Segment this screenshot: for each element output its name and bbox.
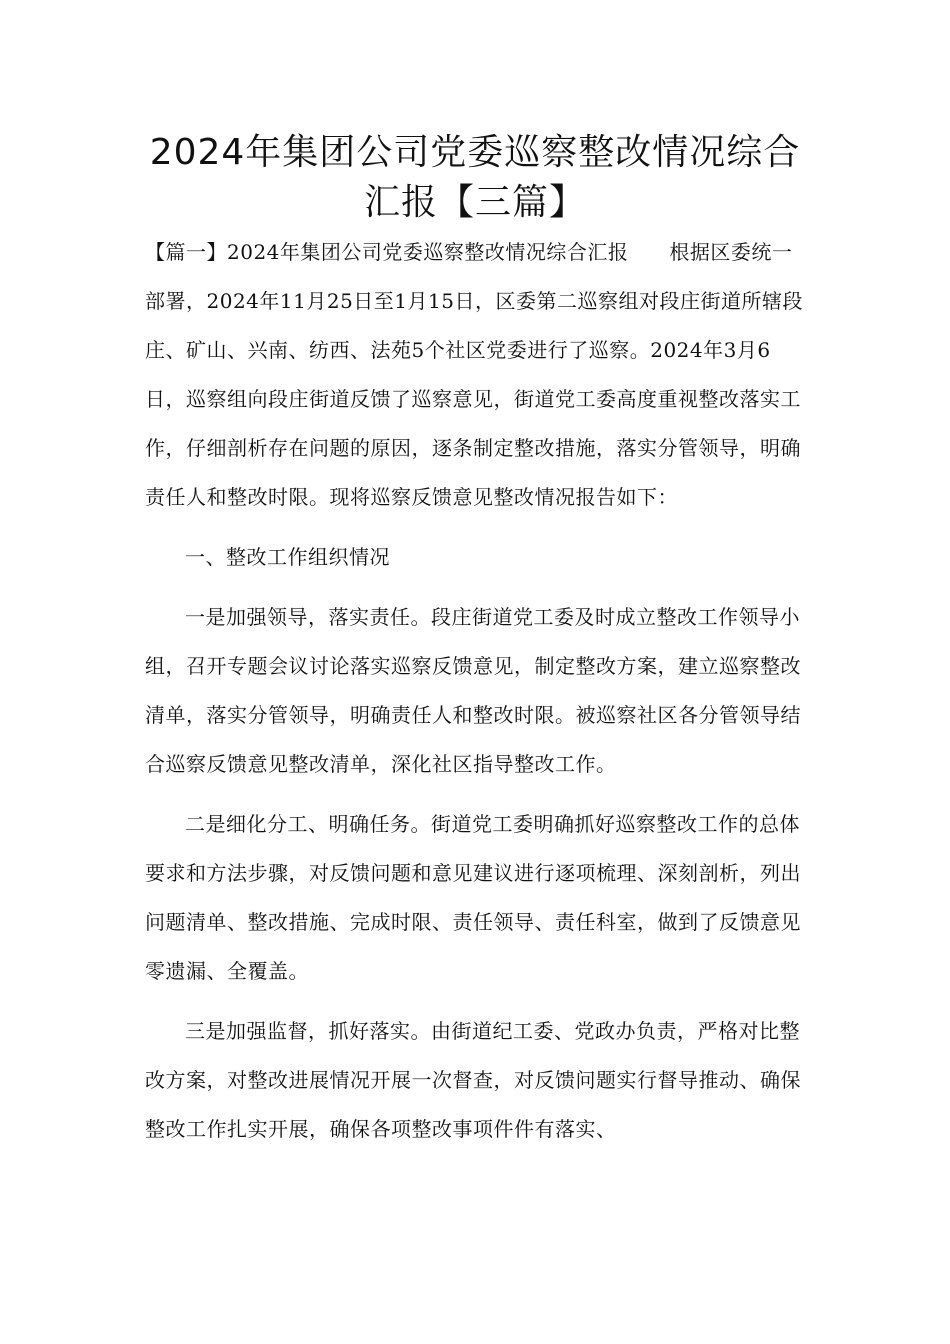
paragraph-3: 三是加强监督，抓好落实。由街道纪工委、党政办负责，严格对比整改方案，对整改进展情况开展一次督查，对反馈问题实行督导推动、确保整改工作扎实开展，确保各项整改事项件件有落实、 bbox=[145, 1019, 801, 1141]
paragraph-1: 一是加强领导，落实责任。段庄街道党工委及时成立整改工作领导小组，召开专题会议讨论落实巡察反馈意见，制定整改方案，建立巡察整改清单，落实分管领导，明确责任人和整改时限。被巡察社区各分管领导结合巡察反馈意见整改清单，深化社区指导整改工作。 bbox=[145, 605, 801, 776]
document-title-line-1: 2024年集团公司党委巡察整改情况综合 bbox=[149, 132, 801, 173]
paragraph-intro: 【篇一】2024年集团公司党委巡察整改情况综合汇报 根据区委统一部署，2024年11月25日至1月15日，区委第二巡察组对段庄街道所辖段庄、矿山、兴南、纺西、法苑5个社区党委进行了巡察。2024年3月6日，巡察组向段庄街道反馈了巡察意见，街道党工委高度重视整改落实工作，仔细剖析存在问题的原因，逐条制定整改措施，落实分管领导，明确责任人和整改时限。现将巡察反馈意见整改情况报告如下： bbox=[145, 240, 803, 509]
document-body bbox=[145, 228, 810, 1154]
paragraph-2: 二是细化分工、明确任务。街道党工委明确抓好巡察整改工作的总体要求和方法步骤，对反馈问题和意见建议进行逐项梳理、深刻剖析，列出问题清单、整改措施、完成时限、责任领导、责任科室，做到了反馈意见零遗漏、全覆盖。 bbox=[145, 812, 801, 983]
document-title-line-2: 汇报【三篇】 bbox=[363, 182, 586, 223]
section-heading-1: 一、整改工作组织情况 bbox=[185, 545, 390, 569]
